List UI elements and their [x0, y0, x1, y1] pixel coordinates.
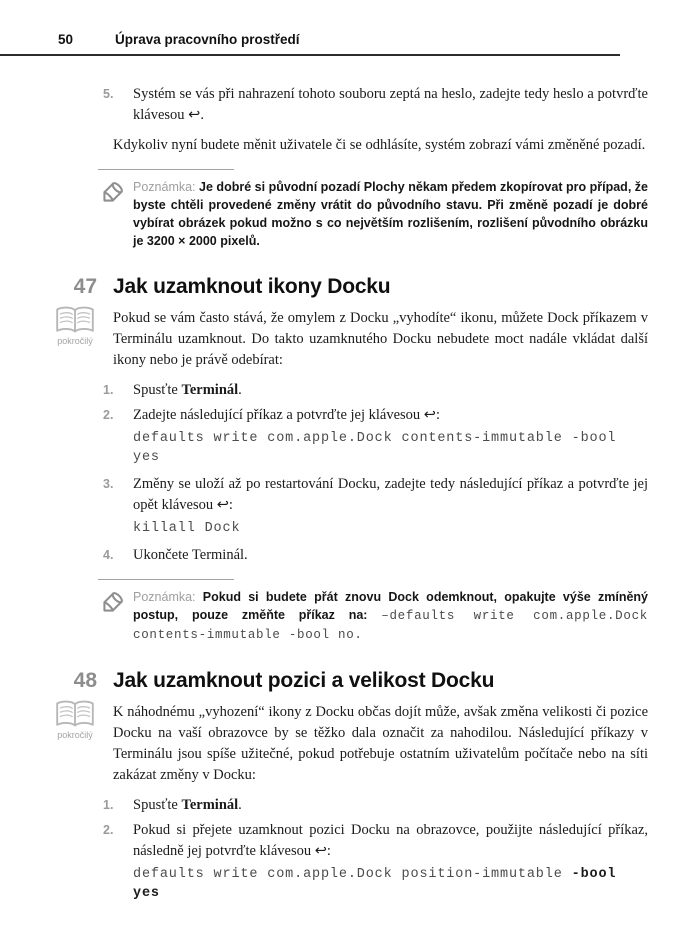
step-1 — [103, 795, 648, 816]
bold-term: Terminál — [181, 797, 239, 813]
note-label: Poznámka: — [133, 590, 196, 604]
step-number: 4. — [103, 548, 114, 562]
step-text: Pokud si přejete uzamknout pozici Docku na obrazovce, použijte následující příkaz, následně jej potvrďte klávesou ↩: defaults write com.apple.Dock position-immutable -bool yes — [133, 822, 648, 901]
command-line: defaults write com.apple.Dock contents-immutable -bool — [133, 431, 617, 446]
note-divider — [98, 579, 234, 580]
command-line: killall Dock — [133, 521, 241, 536]
step-4 — [103, 545, 648, 566]
command-line: yes — [133, 450, 160, 465]
step-2 — [103, 820, 648, 906]
level-badge-advanced — [51, 699, 99, 740]
note-body: Je dobré si původní pozadí Plochy někam předem zkopírovat pro případ, že byste chtěli provedené změny vrátit do původního stavu. Při změně pozadí je dobré vybírat obrázek pokud možno s co největším rozlišením, rozlišení původního obrázku je 3200 × 2000 pixelů. — [133, 180, 648, 248]
open-book-icon — [54, 699, 96, 729]
note-text — [133, 588, 648, 644]
section-number: 48 — [73, 669, 97, 692]
command-line: defaults write com.apple.Dock position-immutable -bool — [133, 867, 617, 882]
section-title: Jak uzamknout pozici a velikost Docku — [113, 669, 495, 692]
note-body: Pokud si budete přát znovu Dock odemknout, opakujte výše zmíněný postup, pouze změňte příkaz na: — [133, 590, 648, 622]
step-number: 1. — [103, 798, 114, 812]
note-text — [133, 178, 648, 250]
level-badge-label: pokročilý — [57, 730, 93, 740]
terminal-command — [133, 429, 648, 467]
step-number: 3. — [103, 477, 114, 491]
step-text: Spusťte Terminál. — [133, 797, 242, 813]
note-divider — [98, 169, 234, 170]
step-text: Ukončete Terminál. — [133, 547, 248, 563]
step-3 — [103, 474, 648, 541]
section-48-intro — [57, 702, 648, 786]
open-book-icon — [54, 305, 96, 335]
step-number: 2. — [103, 823, 114, 837]
section-47-intro — [57, 308, 648, 371]
step-2 — [103, 405, 648, 470]
step-text: Změny se uloží až po restartování Docku, zadejte tedy následující příkaz a potvrďte jej opět klávesou ↩: killall Dock — [133, 476, 648, 536]
level-badge-advanced — [51, 305, 99, 346]
note-label: Poznámka: — [133, 180, 196, 194]
section-intro-text: Pokud se vám často stává, že omylem z Docku „vyhodíte“ ikonu, můžete Dock příkazem v Terminálu uzamknout. Do takto uzamknutého Docku nebudete moct nadále vkládat další ikony nebo je právě odebírat: — [113, 310, 648, 368]
section-48-heading — [58, 669, 648, 693]
step-number: 1. — [103, 383, 114, 397]
step-text: Systém se vás při nahrazení tohoto souboru zeptá na heslo, zadejte tedy heslo a potvrďte klávesou ↩. — [133, 86, 648, 123]
section-47-heading — [58, 275, 648, 299]
note-block — [97, 579, 648, 644]
step-1 — [103, 380, 648, 401]
level-badge-label: pokročilý — [57, 336, 93, 346]
pencil-icon — [97, 178, 133, 250]
section-title: Jak uzamknout ikony Docku — [113, 275, 391, 298]
step-number: 2. — [103, 408, 114, 422]
page-content — [57, 84, 648, 906]
chapter-title: Úprava pracovního prostředí — [115, 32, 300, 47]
pencil-icon — [97, 588, 133, 644]
note-block — [97, 169, 648, 250]
page-header — [0, 0, 620, 56]
section-intro-text: K náhodnému „vyhození“ ikony z Docku občas dojít může, avšak změna velikosti či pozice Docku na vaší obrazovce by se těžko dala označit za nahodilou. Následující příkazy v Terminálu jsou spíše užitečné, pokud potřebuje ostatním uživatelům počítače nebo na síti zakázat změny v Docku: — [113, 704, 648, 783]
bold-term: Terminál — [181, 382, 239, 398]
terminal-command — [133, 865, 648, 903]
step-text: Spusťte Terminál. — [133, 382, 242, 398]
section-number: 47 — [73, 275, 97, 298]
bold-command-part: -bool — [571, 867, 617, 882]
paragraph: Kdykoliv nyní budete měnit uživatele či se odhlásíte, systém zobrazí vámi změněné pozadí. — [113, 137, 646, 153]
page-number: 50 — [58, 32, 74, 47]
section-47-steps — [103, 380, 648, 566]
step-5 — [103, 84, 648, 126]
step-text: Zadejte následující příkaz a potvrďte jej klávesou ↩: defaults write com.apple.Dock contents-immutable -bool yes — [133, 405, 648, 470]
step-number: 5. — [103, 87, 114, 101]
command-line: yes — [133, 886, 160, 901]
terminal-command — [133, 519, 648, 538]
inline-command: –defaults write com.apple.Dock contents-immutable -bool no. — [133, 609, 648, 642]
section-48-steps — [103, 795, 648, 906]
